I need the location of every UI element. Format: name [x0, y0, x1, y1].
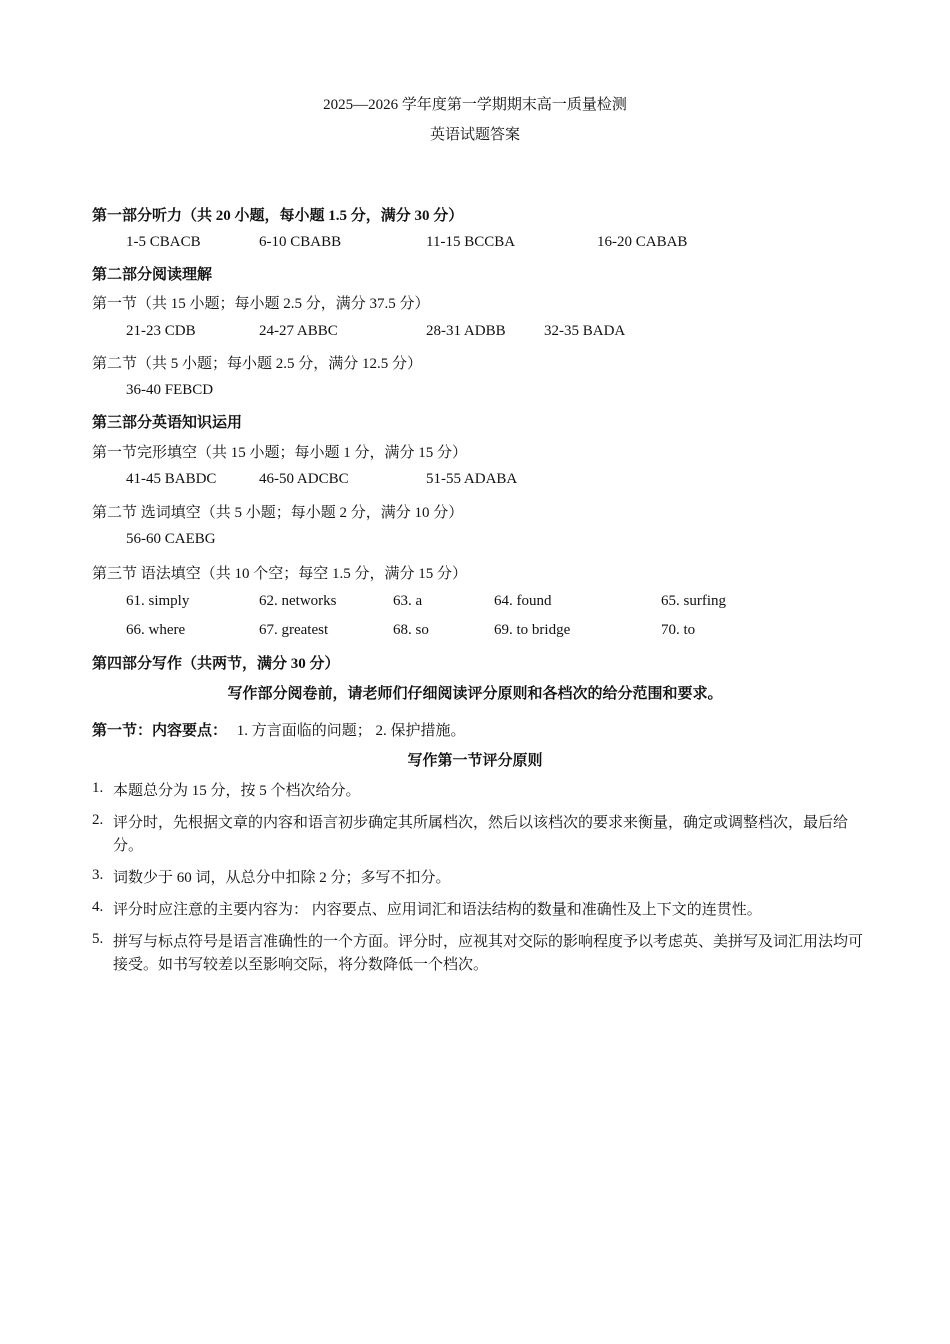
- part3-section2-heading: 第二节 选词填空（共 5 小题；每小题 2 分，满分 10 分）: [92, 505, 464, 521]
- rule-number: 1.: [92, 780, 104, 796]
- answer-group: 36-40 FEBCD: [126, 382, 214, 398]
- answer-group: 11-15 BCCBA: [426, 234, 516, 250]
- answer-group: 24-27 ABBC: [259, 323, 338, 339]
- part3-heading: 第三部分英语知识运用: [92, 415, 243, 431]
- answer-group: 28-31 ADBB: [426, 323, 506, 339]
- rule-number: 2.: [92, 812, 104, 828]
- answer-group: 6-10 CBABB: [259, 234, 342, 250]
- grammar-answer: 63. a: [393, 593, 423, 609]
- content-points: 1. 方言面临的问题； 2. 保护措施。: [236, 723, 466, 739]
- answer-group: 41-45 BABDC: [126, 471, 217, 487]
- rule-text: 评分时，先根据文章的内容和语言初步确定其所属档次，然后以该档次的要求来衡量，确定或调整档次，最后给分。: [113, 815, 849, 854]
- grammar-answer: 64. found: [494, 593, 552, 609]
- rule-text: 拼写与标点符号是语言准确性的一个方面。评分时，应视其对交际的影响程度予以考虑英、美拼写及词汇用法均可接受。如书写较差以至影响交际，将分数降低一个档次。: [113, 934, 864, 973]
- grammar-answer: 69. to bridge: [494, 622, 571, 638]
- rule-number: 3.: [92, 867, 104, 883]
- rules-title: 写作第一节评分原则: [407, 753, 543, 769]
- content-points-label: 第一节：内容要点：: [92, 723, 228, 739]
- page-title: 2025—2026 学年度第一学期期末高一质量检测: [323, 97, 627, 113]
- grammar-answer: 67. greatest: [259, 622, 329, 638]
- part3-section3-heading: 第三节 语法填空（共 10 个空；每空 1.5 分，满分 15 分）: [92, 566, 468, 582]
- answer-group: 1-5 CBACB: [126, 234, 201, 250]
- rule-number: 5.: [92, 931, 104, 947]
- rule-number: 4.: [92, 899, 104, 915]
- answer-group: 32-35 BADA: [544, 323, 626, 339]
- grammar-answer: 65. surfing: [661, 593, 726, 609]
- part4-heading: 第四部分写作（共两节，满分 30 分）: [92, 656, 340, 672]
- rule-text: 评分时应注意的主要内容为： 内容要点、应用词汇和语法结构的数量和准确性及上下文的连贯性。: [113, 902, 762, 918]
- part2-section2-heading: 第二节（共 5 小题；每小题 2.5 分，满分 12.5 分）: [92, 356, 423, 372]
- answer-group: 56-60 CAEBG: [126, 531, 216, 547]
- grammar-answer: 66. where: [126, 622, 186, 638]
- grammar-answer: 70. to: [661, 622, 696, 638]
- grammar-answer: 68. so: [393, 622, 429, 638]
- rule-text: 本题总分为 15 分，按 5 个档次给分。: [113, 783, 361, 799]
- page-subtitle: 英语试题答案: [429, 127, 520, 143]
- grading-notice: 写作部分阅卷前，请老师们仔细阅读评分原则和各档次的给分范围和要求。: [227, 686, 723, 702]
- part2-section1-heading: 第一节（共 15 小题；每小题 2.5 分，满分 37.5 分）: [92, 296, 430, 312]
- grammar-answer: 62. networks: [259, 593, 337, 609]
- answer-group: 46-50 ADCBC: [259, 471, 349, 487]
- part2-heading: 第二部分阅读理解: [92, 267, 213, 283]
- part1-heading: 第一部分听力（共 20 小题，每小题 1.5 分，满分 30 分）: [92, 208, 464, 224]
- grammar-answer: 61. simply: [126, 593, 190, 609]
- answer-group: 51-55 ADABA: [426, 471, 518, 487]
- answer-group: 16-20 CABAB: [597, 234, 688, 250]
- part3-section1-heading: 第一节完形填空（共 15 小题；每小题 1 分，满分 15 分）: [92, 445, 468, 461]
- answer-group: 21-23 CDB: [126, 323, 196, 339]
- content-points-line: [92, 719, 466, 740]
- rule-text: 词数少于 60 词，从总分中扣除 2 分；多写不扣分。: [113, 870, 451, 886]
